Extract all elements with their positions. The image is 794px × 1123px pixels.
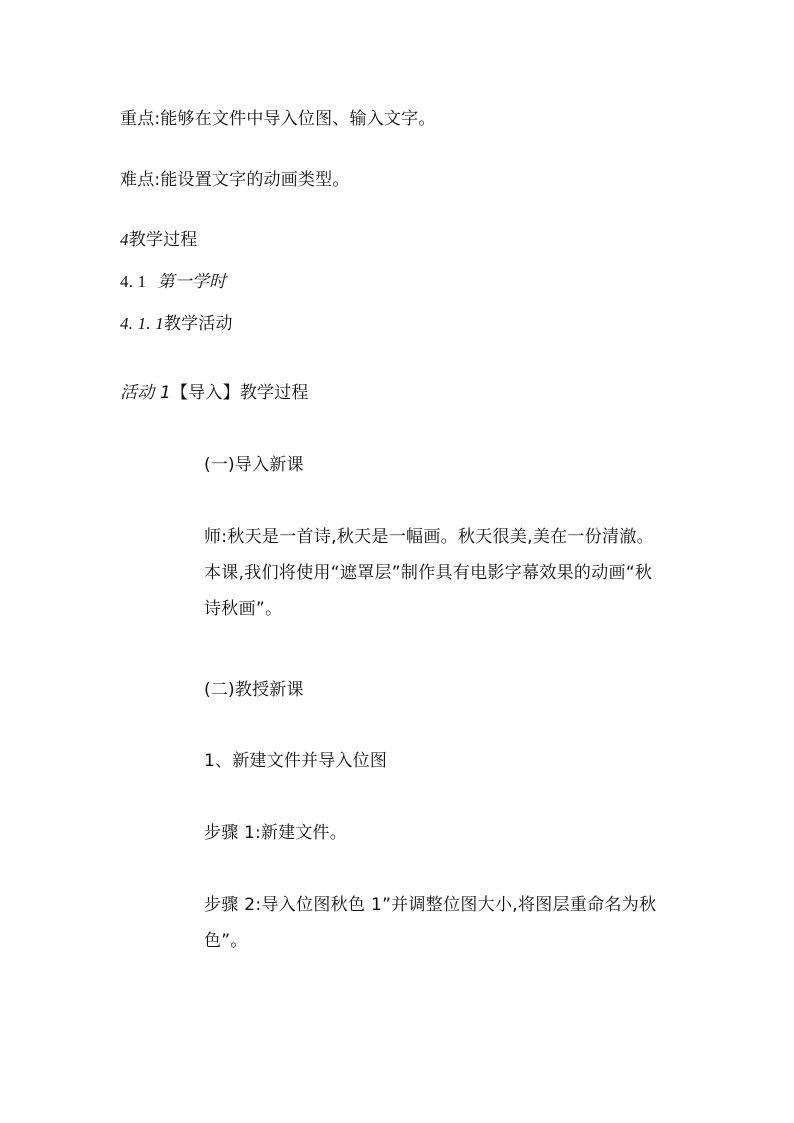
intro-heading: (一)导入新课	[204, 455, 304, 475]
teacher-line: 本课,我们将使用“遮罩层”制作具有电影字幕效果的动画“秋	[204, 563, 653, 583]
subsubsection-number: 4. 1. 1	[120, 314, 164, 333]
section-heading-4	[120, 228, 198, 252]
subsection-number: 4. 1	[120, 272, 147, 291]
activity-heading	[120, 381, 309, 405]
difficult-point-text: 难点:能设置文字的动画类型。	[120, 170, 350, 190]
section-title: 教学过程	[128, 230, 198, 250]
step-1-text: 步骤 1:新建文件。	[204, 823, 347, 843]
step-2-paragraph	[204, 887, 656, 959]
teach-heading: (二)教授新课	[204, 680, 304, 700]
subsection-heading-4-1-1	[120, 312, 233, 336]
step-2-line: 色”。	[204, 931, 248, 951]
activity-prefix: 活动 1	[120, 383, 172, 403]
section-number: 4	[120, 230, 129, 249]
subsection-title: 第一学时	[157, 272, 227, 292]
subsection-heading-4-1	[120, 270, 226, 294]
step-heading: 1、新建文件并导入位图	[204, 751, 388, 771]
step-2-line: 步骤 2:导入位图秋色 1”并调整位图大小,将图层重命名为秋	[204, 895, 657, 915]
activity-title: 【导入】教学过程	[171, 383, 309, 403]
teacher-paragraph	[204, 519, 654, 627]
key-point-text: 重点:能够在文件中导入位图、输入文字。	[120, 109, 436, 129]
subsubsection-title: 教学活动	[163, 314, 233, 334]
teacher-line: 诗秋画”。	[204, 599, 283, 619]
teacher-line: 师:秋天是一首诗,秋天是一幅画。秋天很美,美在一份清澈。	[204, 527, 654, 547]
